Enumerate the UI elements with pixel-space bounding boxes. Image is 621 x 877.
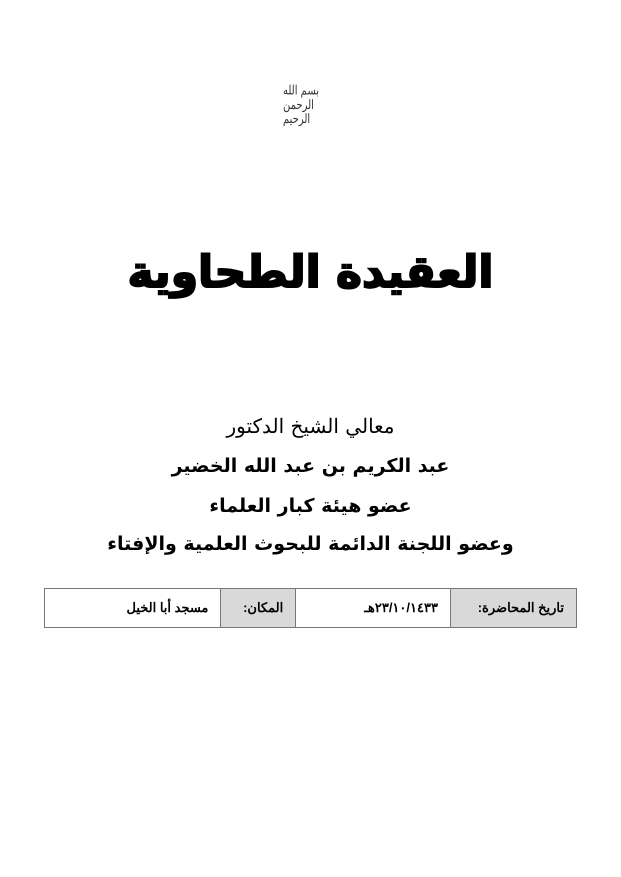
document-title: العقيدة الطحاوية: [127, 247, 494, 298]
date-value: ٢٣/١٠/١٤٣٣هـ: [296, 589, 451, 628]
author-position-2: وعضو اللجنة الدائمة للبحوث العلمية والإفتاء: [107, 533, 514, 555]
place-label: المكان:: [221, 589, 296, 628]
table-row: [45, 589, 577, 628]
date-label: تاريخ المحاضرة:: [450, 589, 576, 628]
place-value: مسجد أبا الخيل: [45, 589, 221, 628]
lecture-info-table: [44, 588, 577, 628]
basmala-calligraphy: بسم الله الرحمن الرحيم: [283, 83, 320, 127]
author-position-1: عضو هيئة كبار العلماء: [209, 495, 412, 517]
author-name: عبد الكريم بن عبد الله الخضير: [171, 455, 450, 477]
author-honorific: معالي الشيخ الدكتور: [226, 414, 395, 438]
